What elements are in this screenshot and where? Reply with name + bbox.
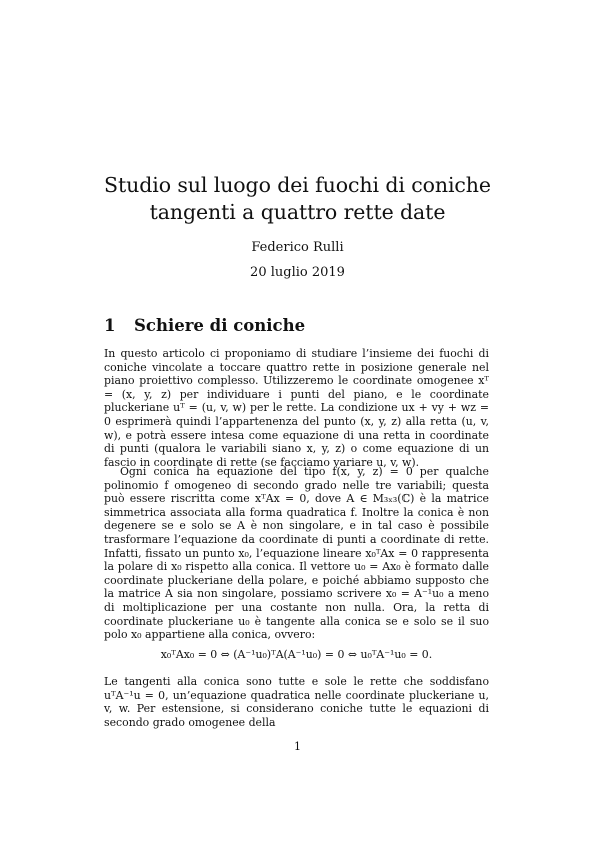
paper-title: Studio sul luogo dei fuochi di coniche tangenti a quattro rette date: [104, 173, 491, 224]
paragraph-conic-equation: Ogni conica ha equazione del tipo f(x, y, z) = 0 per qualche polinomio f omogeneo di secondo grado nelle tre variabili; questa può essere riscritta come xᵀAx = 0, dove A ∈ M₃ₓ₃(ℂ) è la matrice simmetrica associata alla forma quadratica f. Inoltre la conica è non degenere se e solo se A è non singolare, e in tal caso è possibile trasformare l’equazione da coordinate di punti a coordinate di rette. Infatti, fissato un punto x₀, l’equazione lineare x₀ᵀAx = 0 rappresenta la polare di x₀ rispetto alla conica. Il vettore u₀ = Ax₀ è formato dalle coordinate pluckeriane della polare, e poiché abbiamo supposto che la matrice A sia non singolare, possiamo scrivere x₀ = A⁻¹u₀ a meno di moltiplicazione per una costante non nulla. Ora, la retta di coordinate pluckeriane u₀ è tangente alla conica se e solo se il suo polo x₀ appartiene alla conica, ovvero:: [104, 465, 489, 642]
author-name: Federico Rulli: [251, 240, 344, 255]
publication-date: 20 luglio 2019: [250, 265, 345, 280]
section-heading: [104, 316, 504, 336]
page-number: 1: [294, 740, 301, 753]
display-formula: x₀ᵀAx₀ = 0 ⇔ (A⁻¹u₀)ᵀA(A⁻¹u₀) = 0 ⇔ u₀ᵀA⁻¹u₀ = 0.: [160, 648, 433, 661]
paragraph-tangents: Le tangenti alla conica sono tutte e sole le rette che soddisfano uᵀA⁻¹u = 0, un’equazione quadratica nelle coordinate pluckeriane u, v, w. Per estensione, si considerano coniche tutte le equazioni di secondo grado omogenee della: [104, 675, 489, 729]
section-title: Schiere di coniche: [134, 316, 306, 335]
paragraph-intro: In questo articolo ci proponiamo di studiare l’insieme dei fuochi di coniche vincolate a toccare quattro rette in posizione generale nel piano proiettivo complesso. Utilizzeremo le coordinate omogenee xᵀ = (x, y, z) per individuare i punti del piano, e le coordinate pluckeriane uᵀ = (u, v, w) per le rette. La condizione ux + vy + wz = 0 esprimerà quindi l’appartenenza del punto (x, y, z) alla retta (u, v, w), e potrà essere intesa come equazione di una retta in coordinate di punti (qualora le variabili siano x, y, z) o come equazione di un fascio in coordinate di rette (se facciamo variare u, v, w).: [104, 347, 489, 469]
section-number: 1: [104, 316, 116, 335]
